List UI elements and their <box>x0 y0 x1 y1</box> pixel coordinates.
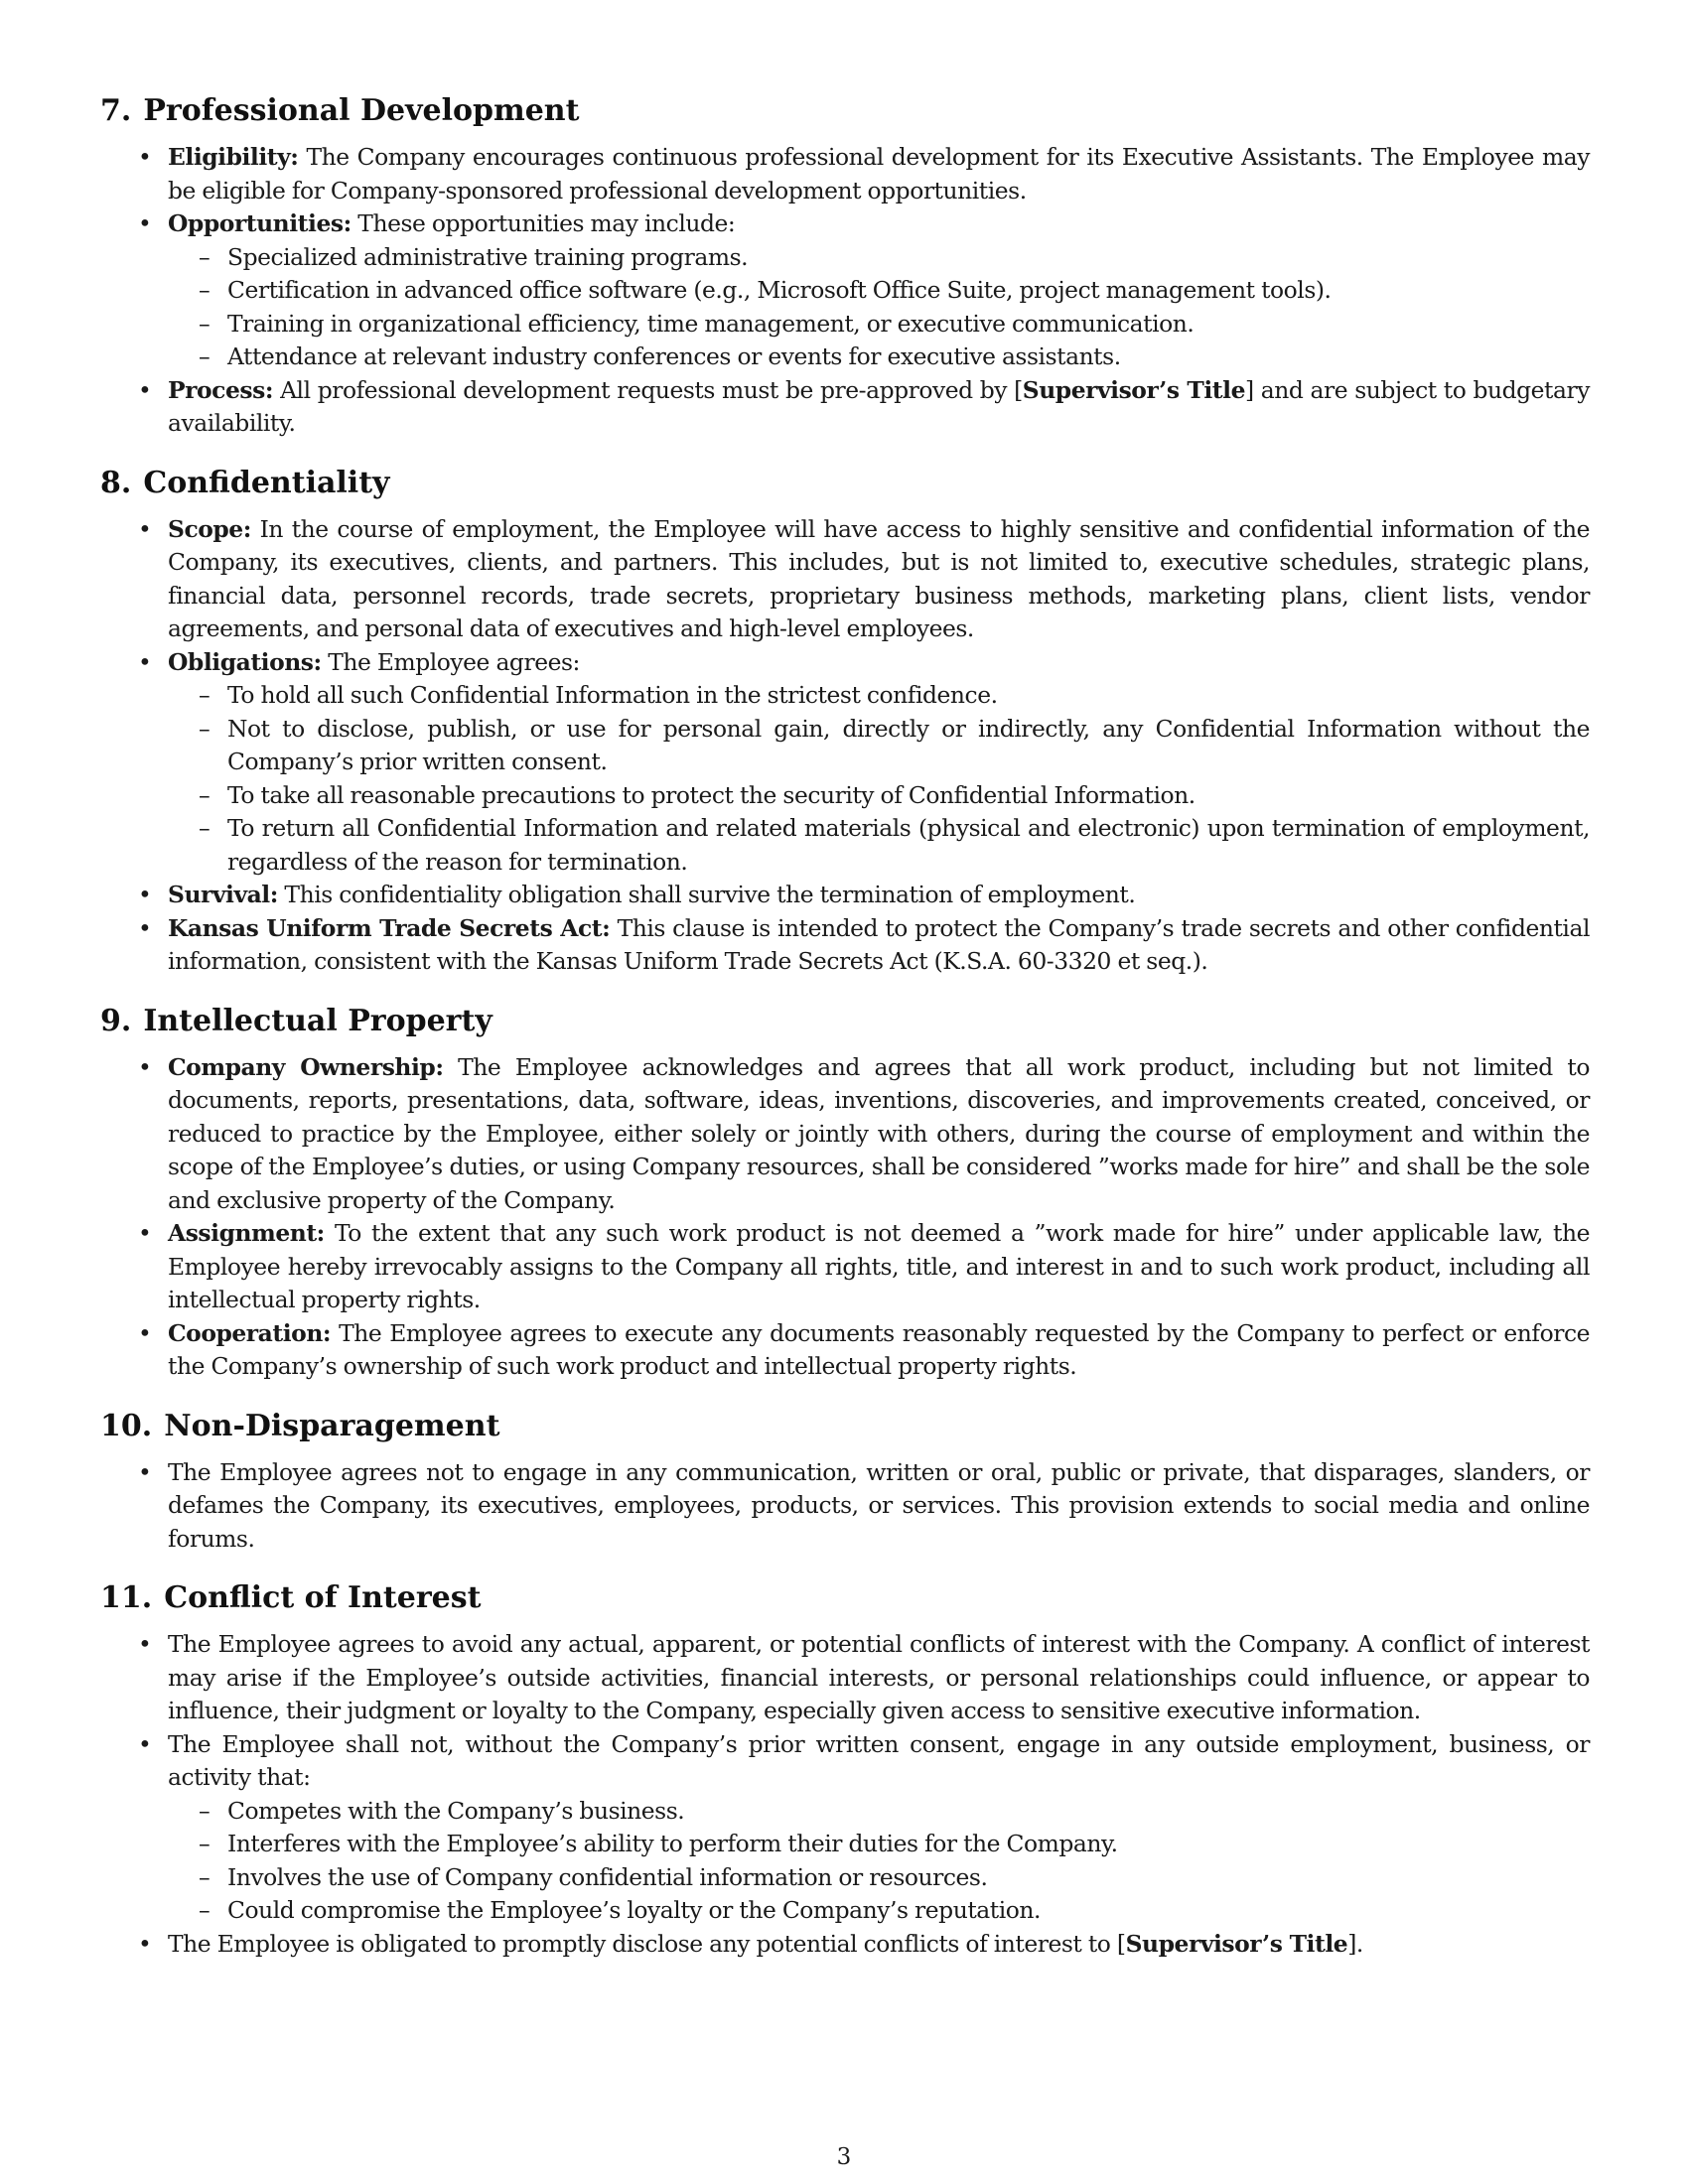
sub-item-text: Certification in advanced office software (e.g., Microsoft Office Suite, project management tools). <box>227 276 1332 304</box>
clause-text-end: ] and are subject to budgetary availability. <box>168 375 1590 437</box>
dash-icon: – <box>199 242 211 271</box>
clause-text: All professional development requests must be pre-approved by [ <box>280 375 1023 404</box>
sub-list <box>168 1795 1590 1928</box>
dash-icon: – <box>199 342 211 370</box>
sub-item-text: Attendance at relevant industry conferences or events for executive assistants. <box>227 342 1121 370</box>
sub-item-text: Interferes with the Employee’s ability to perform their duties for the Company. <box>227 1830 1118 1857</box>
list-item <box>138 912 1590 979</box>
bullet-icon: • <box>138 143 152 171</box>
list-item <box>138 1456 1590 1557</box>
placeholder-supervisor-title: Supervisor’s Title <box>1125 1929 1348 1958</box>
clause-text: The Employee shall not, without the Company’s prior written consent, engage in any outside employment, business, or activity that: <box>168 1729 1590 1791</box>
dash-icon: – <box>199 1830 211 1857</box>
section-intellectual-property <box>100 1002 1590 1384</box>
section-non-disparagement <box>100 1407 1590 1557</box>
clause-text: The Employee acknowledges and agrees that all work product, including but not limited to documents, reports, presentations, data, software, ideas, inventions, discoveries, and improvements created, conceived, or reduced to practice by the Employee, either solely or jointly with others, during the course of employment and within the scope of the Employee’s duties, or using Company resources, shall be considered ”works made for hire” and shall be the sole and exclusive property of the Company. <box>168 1052 1590 1214</box>
sub-item-text: Could compromise the Employee’s loyalty or the Company’s reputation. <box>227 1896 1041 1924</box>
list-item <box>138 141 1590 207</box>
sub-list-item <box>199 274 1590 308</box>
bullet-icon: • <box>138 1318 152 1347</box>
clause-label: Survival: <box>168 881 278 908</box>
clause-text: This confidentiality obligation shall survive the termination of employment. <box>284 881 1136 908</box>
clause-list <box>100 1456 1590 1557</box>
clause-text-end: ]. <box>1347 1929 1363 1958</box>
dash-icon: – <box>199 780 211 809</box>
bullet-icon: • <box>138 647 152 676</box>
section-number: 8. <box>100 465 132 500</box>
bullet-icon: • <box>138 1052 152 1081</box>
section-number: 11. <box>100 1580 153 1615</box>
clause-list <box>100 513 1590 979</box>
bullet-icon: • <box>138 1457 152 1486</box>
list-item <box>138 1928 1590 1962</box>
sub-item-text: Training in organizational efficiency, time management, or executive communication. <box>227 309 1195 338</box>
page-number: 3 <box>836 2144 852 2170</box>
list-item <box>138 374 1590 441</box>
list-item <box>138 1728 1590 1928</box>
section-heading <box>100 1578 1590 1618</box>
clause-text: The Employee agrees: <box>328 647 580 676</box>
section-heading <box>100 91 1590 131</box>
clause-label: Company Ownership: <box>168 1052 444 1081</box>
section-number: 10. <box>100 1408 153 1443</box>
sub-list-item <box>199 679 1590 713</box>
dash-icon: – <box>199 1896 211 1924</box>
section-heading <box>100 464 1590 503</box>
clause-text: The Employee agrees to avoid any actual, apparent, or potential conflicts of interest with the Company. A conflict of interest may arise if the Employee’s outside activities, financial interests, or personal relationships could influence, or appear to influence, their judgment or loyalty to the Company, especially given access to sensitive executive information. <box>168 1630 1590 1724</box>
dash-icon: – <box>199 276 211 304</box>
section-title: Non-Disparagement <box>164 1408 500 1443</box>
clause-label: Cooperation: <box>168 1318 332 1347</box>
clause-text: The Employee agrees not to engage in any communication, written or oral, public or private, that disparages, slanders, or defames the Company, its executives, employees, products, or services. This provision extends to social media and online forums. <box>168 1457 1590 1553</box>
clause-list <box>100 141 1590 441</box>
bullet-icon: • <box>138 913 152 942</box>
sub-item-text: Specialized administrative training programs. <box>227 242 749 271</box>
sub-list-item <box>199 713 1590 779</box>
clause-label: Kansas Uniform Trade Secrets Act: <box>168 913 611 942</box>
clause-text: This clause is intended to protect the Company’s trade secrets and other confidential information, consistent with the Kansas Uniform Trade Secrets Act (K.S.A. 60-3320 et seq.). <box>168 913 1590 975</box>
bullet-icon: • <box>138 375 152 404</box>
bullet-icon: • <box>138 1929 152 1958</box>
clause-text: To the extent that any such work product is not deemed a ”work made for hire” under applicable law, the Employee hereby irrevocably assigns to the Company all rights, title, and interest in and to such work product, including all intellectual property rights. <box>168 1219 1590 1313</box>
list-item <box>138 1317 1590 1384</box>
section-professional-development <box>100 91 1590 441</box>
section-title: Professional Development <box>143 93 580 128</box>
sub-list-item <box>199 779 1590 813</box>
section-conflict-of-interest <box>100 1578 1590 1961</box>
clause-text: These opportunities may include: <box>357 209 736 237</box>
clause-text: The Company encourages continuous professional development for its Executive Assistants. The Employee may be eligible for Company-sponsored professional development opportunities. <box>168 143 1590 205</box>
section-title: Conflict of Interest <box>164 1580 482 1615</box>
placeholder-supervisor-title: Supervisor’s Title <box>1022 375 1246 404</box>
sub-list-item <box>199 1894 1590 1928</box>
sub-list-item <box>199 812 1590 879</box>
section-confidentiality <box>100 464 1590 979</box>
list-item <box>138 1051 1590 1218</box>
sub-list-item <box>199 341 1590 374</box>
section-number: 7. <box>100 93 132 128</box>
bullet-icon: • <box>138 1219 152 1247</box>
sub-item-text: Competes with the Company’s business. <box>227 1796 685 1825</box>
list-item <box>138 1217 1590 1317</box>
bullet-icon: • <box>138 1729 152 1758</box>
section-title: Intellectual Property <box>143 1003 492 1038</box>
clause-text: The Employee is obligated to promptly disclose any potential conflicts of interest to [ <box>168 1929 1126 1958</box>
bullet-icon: • <box>138 1630 152 1658</box>
section-heading <box>100 1002 1590 1041</box>
clause-label: Opportunities: <box>168 209 352 237</box>
sub-item-text: Involves the use of Company confidential information or resources. <box>227 1862 988 1891</box>
bullet-icon: • <box>138 881 152 908</box>
clause-label: Obligations: <box>168 647 322 676</box>
clause-list <box>100 1051 1590 1384</box>
dash-icon: – <box>199 1862 211 1891</box>
list-item <box>138 646 1590 880</box>
clause-label: Assignment: <box>168 1219 325 1247</box>
clause-text: The Employee agrees to execute any documents reasonably requested by the Company to perfect or enforce the Company’s ownership of such work product and intellectual property rights. <box>168 1318 1590 1380</box>
clause-label: Scope: <box>168 514 251 543</box>
sub-item-text: Not to disclose, publish, or use for personal gain, directly or indirectly, any Confidential Information without the Company’s prior written consent. <box>227 714 1590 775</box>
dash-icon: – <box>199 1796 211 1825</box>
dash-icon: – <box>199 309 211 338</box>
dash-icon: – <box>199 714 211 743</box>
list-item <box>138 513 1590 646</box>
sub-list-item <box>199 1861 1590 1895</box>
dash-icon: – <box>199 681 211 709</box>
sub-list-item <box>199 308 1590 341</box>
sub-item-text: To take all reasonable precautions to protect the security of Confidential Information. <box>227 780 1196 809</box>
bullet-icon: • <box>138 209 152 237</box>
section-number: 9. <box>100 1003 132 1038</box>
document-body <box>100 91 1590 1983</box>
sub-list-item <box>199 1828 1590 1861</box>
sub-item-text: To return all Confidential Information and related materials (physical and electronic) upon termination of employment, regardless of the reason for termination. <box>227 814 1590 876</box>
sub-list-item <box>199 241 1590 275</box>
list-item <box>138 1628 1590 1728</box>
clause-text: In the course of employment, the Employee will have access to highly sensitive and confidential information of the Company, its executives, clients, and partners. This includes, but is not limited to, executive schedules, strategic plans, financial data, personnel records, trade secrets, proprietary business methods, marketing plans, client lists, vendor agreements, and personal data of executives and high-level employees. <box>168 514 1590 642</box>
section-title: Confidentiality <box>143 465 390 500</box>
clause-label: Eligibility: <box>168 143 299 171</box>
section-heading <box>100 1407 1590 1446</box>
sub-list <box>168 241 1590 374</box>
dash-icon: – <box>199 814 211 842</box>
sub-list-item <box>199 1795 1590 1829</box>
clause-label: Process: <box>168 375 274 404</box>
bullet-icon: • <box>138 514 152 543</box>
sub-list <box>168 679 1590 879</box>
list-item <box>138 207 1590 374</box>
clause-list <box>100 1628 1590 1961</box>
list-item <box>138 879 1590 912</box>
sub-item-text: To hold all such Confidential Information in the strictest confidence. <box>227 681 998 709</box>
